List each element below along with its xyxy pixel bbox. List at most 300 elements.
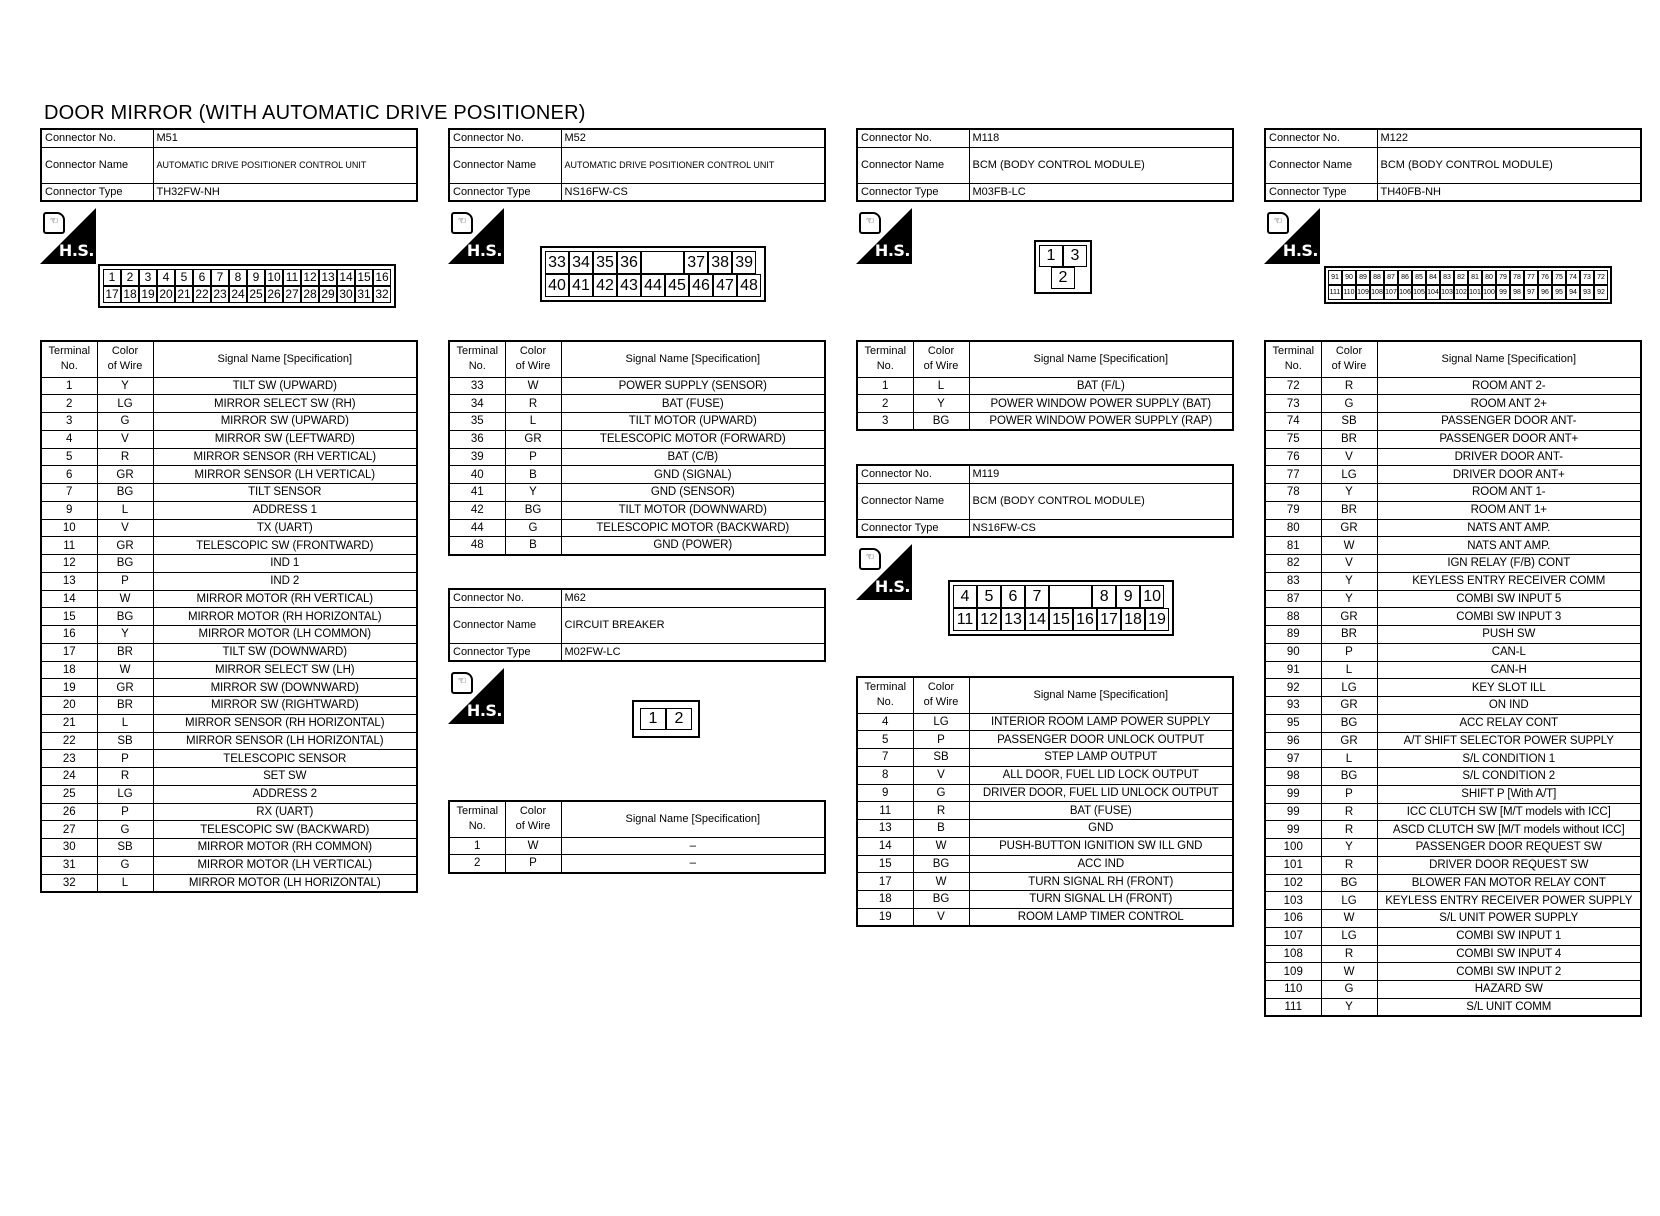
signal-name-cell: POWER SUPPLY (SENSOR) <box>561 377 825 395</box>
table-row <box>1265 963 1641 981</box>
signal-name-cell: SET SW <box>153 768 417 786</box>
connector-pin: 2 <box>666 708 692 730</box>
wire-color-cell: BG <box>913 855 969 873</box>
signal-name-cell: GND (SENSOR) <box>561 484 825 502</box>
signal-name-cell: POWER WINDOW POWER SUPPLY (RAP) <box>969 413 1233 431</box>
signal-name-cell: HAZARD SW <box>1377 981 1641 999</box>
signal-name-cell: BAT (F/L) <box>969 377 1233 395</box>
pin-table-m62 <box>448 800 826 874</box>
wire-color-cell: LG <box>1321 466 1377 484</box>
terminal-cell: 109 <box>1265 963 1321 981</box>
wire-color-cell: L <box>1321 750 1377 768</box>
wire-color-cell: G <box>913 784 969 802</box>
signal-name-cell: ACC RELAY CONT <box>1377 714 1641 732</box>
connector-pin: 78 <box>1510 270 1524 285</box>
connector-key <box>1049 585 1092 608</box>
table-row <box>41 874 417 892</box>
connector-pin: 10 <box>265 269 283 286</box>
wire-color-cell: W <box>1321 537 1377 555</box>
connector-pin: 10 <box>1140 585 1164 608</box>
signal-name-cell: ACC IND <box>969 855 1233 873</box>
signal-name-cell: PUSH SW <box>1377 626 1641 644</box>
connector-pin: 38 <box>708 251 732 274</box>
table-row <box>1265 413 1641 431</box>
terminal-cell: 107 <box>1265 927 1321 945</box>
color-header: Color of Wire <box>505 341 561 377</box>
table-row <box>41 395 417 413</box>
terminal-cell: 18 <box>857 891 913 909</box>
connector-pin: 5 <box>977 585 1001 608</box>
signal-name-cell: PASSENGER DOOR ANT+ <box>1377 430 1641 448</box>
connector-pin: 101 <box>1468 285 1482 300</box>
signal-name-cell: MIRROR MOTOR (RH COMMON) <box>153 839 417 857</box>
table-row <box>1265 484 1641 502</box>
table-row <box>41 448 417 466</box>
terminal-cell: 31 <box>41 856 97 874</box>
signal-header: Signal Name [Specification] <box>561 341 825 377</box>
connector-pin: 48 <box>737 274 761 297</box>
table-row <box>41 643 417 661</box>
wire-color-cell: SB <box>97 839 153 857</box>
connector-face-m118 <box>1034 240 1092 294</box>
hs-label: H.S. <box>1282 241 1318 260</box>
table-row <box>857 820 1233 838</box>
terminal-cell: 101 <box>1265 856 1321 874</box>
table-row <box>41 803 417 821</box>
table-row <box>857 413 1233 431</box>
connector-pin: 15 <box>1049 608 1073 631</box>
wire-color-cell: W <box>97 661 153 679</box>
connector-info-m119 <box>856 464 1234 538</box>
connector-pin: 36 <box>617 251 641 274</box>
terminal-cell: 79 <box>1265 501 1321 519</box>
connector-type-label: Connector Type <box>449 183 561 201</box>
table-row <box>41 768 417 786</box>
connector-pin: 29 <box>319 286 337 303</box>
connector-no-value: M52 <box>561 129 825 147</box>
terminal-cell: 76 <box>1265 448 1321 466</box>
signal-name-cell: TELESCOPIC SW (FRONTWARD) <box>153 537 417 555</box>
connector-pin: 98 <box>1510 285 1524 300</box>
signal-name-cell: STEP LAMP OUTPUT <box>969 749 1233 767</box>
table-row <box>857 784 1233 802</box>
connector-pin: 41 <box>569 274 593 297</box>
wire-color-cell: BR <box>1321 626 1377 644</box>
wire-color-cell: GR <box>97 537 153 555</box>
terminal-cell: 4 <box>41 430 97 448</box>
connector-face-m119 <box>948 580 1174 636</box>
wire-color-cell: P <box>505 855 561 873</box>
connector-pin: 93 <box>1580 285 1594 300</box>
connector-name-label: Connector Name <box>41 147 153 183</box>
wire-color-cell: GR <box>1321 608 1377 626</box>
harness-side-icon <box>40 208 96 264</box>
connector-pin: 7 <box>211 269 229 286</box>
wire-color-cell: Y <box>913 395 969 413</box>
connector-pin: 17 <box>1097 608 1121 631</box>
connector-pin: 27 <box>283 286 301 303</box>
signal-name-cell: TURN SIGNAL LH (FRONT) <box>969 891 1233 909</box>
terminal-cell: 11 <box>857 802 913 820</box>
signal-name-cell: MIRROR SW (LEFTWARD) <box>153 430 417 448</box>
signal-name-cell: IGN RELAY (F/B) CONT <box>1377 555 1641 573</box>
connector-pin: 24 <box>229 286 247 303</box>
terminal-cell: 4 <box>857 713 913 731</box>
wire-color-cell: R <box>1321 821 1377 839</box>
table-row <box>41 555 417 573</box>
connector-pin: 97 <box>1524 285 1538 300</box>
connector-face-m62 <box>632 700 700 738</box>
signal-name-cell: TELESCOPIC SW (BACKWARD) <box>153 821 417 839</box>
connector-pin: 9 <box>247 269 265 286</box>
table-row <box>41 501 417 519</box>
signal-name-cell: DRIVER DOOR, FUEL LID UNLOCK OUTPUT <box>969 784 1233 802</box>
connector-pin: 1 <box>640 708 666 730</box>
connector-pin: 75 <box>1552 270 1566 285</box>
wire-color-cell: R <box>1321 945 1377 963</box>
connector-name-value: AUTOMATIC DRIVE POSITIONER CONTROL UNIT <box>561 147 825 183</box>
signal-name-cell: COMBI SW INPUT 4 <box>1377 945 1641 963</box>
connector-name-value: BCM (BODY CONTROL MODULE) <box>969 147 1233 183</box>
signal-name-cell: ROOM ANT 2- <box>1377 377 1641 395</box>
connector-pin: 95 <box>1552 285 1566 300</box>
table-row <box>1265 910 1641 928</box>
terminal-cell: 99 <box>1265 821 1321 839</box>
wire-color-cell: W <box>913 873 969 891</box>
connector-name-label: Connector Name <box>857 147 969 183</box>
table-row <box>1265 466 1641 484</box>
signal-name-cell: MIRROR MOTOR (RH VERTICAL) <box>153 590 417 608</box>
wire-color-cell: V <box>1321 448 1377 466</box>
connector-pin: 100 <box>1482 285 1496 300</box>
signal-name-cell: BAT (C/B) <box>561 448 825 466</box>
pin-table <box>40 340 418 893</box>
terminal-cell: 1 <box>857 377 913 395</box>
connector-pin: 8 <box>229 269 247 286</box>
wire-color-cell: Y <box>1321 590 1377 608</box>
terminal-cell: 15 <box>41 608 97 626</box>
hand-icon: ☜ <box>1267 212 1289 234</box>
terminal-header: Terminal No. <box>1265 341 1321 377</box>
table-row <box>1265 892 1641 910</box>
connector-no-label: Connector No. <box>41 129 153 147</box>
terminal-cell: 35 <box>449 413 505 431</box>
connector-pin: 94 <box>1566 285 1580 300</box>
wire-color-cell: BG <box>1321 714 1377 732</box>
wire-color-cell: BR <box>97 643 153 661</box>
connector-pin: 76 <box>1538 270 1552 285</box>
terminal-cell: 21 <box>41 714 97 732</box>
color-header: Color of Wire <box>505 801 561 837</box>
color-header: Color of Wire <box>97 341 153 377</box>
wire-color-cell: BR <box>97 697 153 715</box>
connector-pin: 35 <box>593 251 617 274</box>
signal-header: Signal Name [Specification] <box>153 341 417 377</box>
connector-pin: 82 <box>1454 270 1468 285</box>
connector-type-value: TH40FB-NH <box>1377 183 1641 201</box>
connector-pin: 72 <box>1594 270 1608 285</box>
wire-color-cell: V <box>913 766 969 784</box>
wire-color-cell: V <box>97 519 153 537</box>
connector-pin: 108 <box>1370 285 1384 300</box>
table-row <box>1265 661 1641 679</box>
terminal-cell: 99 <box>1265 785 1321 803</box>
connector-pin: 7 <box>1025 585 1049 608</box>
terminal-cell: 9 <box>857 784 913 802</box>
terminal-cell: 82 <box>1265 555 1321 573</box>
wire-color-cell: B <box>913 820 969 838</box>
wire-color-cell: L <box>913 377 969 395</box>
connector-pin: 11 <box>953 608 977 631</box>
terminal-cell: 93 <box>1265 697 1321 715</box>
table-row <box>1265 750 1641 768</box>
connector-pin: 104 <box>1426 285 1440 300</box>
connector-name-value: AUTOMATIC DRIVE POSITIONER CONTROL UNIT <box>153 147 417 183</box>
connector-pin: 18 <box>1121 608 1145 631</box>
signal-name-cell: TELESCOPIC MOTOR (FORWARD) <box>561 430 825 448</box>
signal-name-cell: COMBI SW INPUT 1 <box>1377 927 1641 945</box>
terminal-cell: 92 <box>1265 679 1321 697</box>
connector-pin: 102 <box>1454 285 1468 300</box>
pin-table <box>856 676 1234 927</box>
table-row <box>1265 874 1641 892</box>
table-row <box>41 697 417 715</box>
signal-name-cell: CAN-L <box>1377 643 1641 661</box>
pin-table <box>1264 340 1642 1017</box>
hand-icon: ☜ <box>451 212 473 234</box>
connector-pin: 8 <box>1092 585 1116 608</box>
pin-table <box>448 340 826 556</box>
table-row <box>41 430 417 448</box>
terminal-cell: 10 <box>41 519 97 537</box>
terminal-cell: 18 <box>41 661 97 679</box>
connector-type-label: Connector Type <box>41 183 153 201</box>
terminal-cell: 8 <box>857 766 913 784</box>
signal-name-cell: ICC CLUTCH SW [M/T models with ICC] <box>1377 803 1641 821</box>
connector-pin: 28 <box>301 286 319 303</box>
table-row <box>449 448 825 466</box>
harness-side-icon <box>856 544 912 600</box>
wire-color-cell: SB <box>97 732 153 750</box>
connector-pin: 2 <box>121 269 139 286</box>
table-row <box>41 519 417 537</box>
table-row <box>41 821 417 839</box>
signal-name-cell: NATS ANT AMP. <box>1377 519 1641 537</box>
connector-no-label: Connector No. <box>449 589 561 607</box>
table-row <box>1265 501 1641 519</box>
wire-color-cell: LG <box>1321 679 1377 697</box>
signal-name-cell: PUSH-BUTTON IGNITION SW ILL GND <box>969 837 1233 855</box>
terminal-cell: 24 <box>41 768 97 786</box>
wire-color-cell: GR <box>1321 519 1377 537</box>
wire-color-cell: G <box>505 519 561 537</box>
wire-color-cell: BR <box>1321 501 1377 519</box>
connector-pin: 79 <box>1496 270 1510 285</box>
connector-pin: 25 <box>247 286 265 303</box>
wire-color-cell: R <box>1321 856 1377 874</box>
wire-color-cell: G <box>97 856 153 874</box>
wire-color-cell: R <box>1321 377 1377 395</box>
connector-pin: 1 <box>1039 245 1063 267</box>
wire-color-cell: BG <box>97 608 153 626</box>
wire-color-cell: V <box>913 908 969 926</box>
connector-face-m52 <box>540 246 766 302</box>
wire-color-cell: L <box>1321 661 1377 679</box>
wire-color-cell: L <box>97 874 153 892</box>
signal-header: Signal Name [Specification] <box>969 341 1233 377</box>
table-row <box>1265 714 1641 732</box>
connector-no-label: Connector No. <box>857 129 969 147</box>
table-row <box>1265 555 1641 573</box>
signal-name-cell: DRIVER DOOR ANT+ <box>1377 466 1641 484</box>
connector-pin: 85 <box>1412 270 1426 285</box>
signal-name-cell: A/T SHIFT SELECTOR POWER SUPPLY <box>1377 732 1641 750</box>
connector-pin: 96 <box>1538 285 1552 300</box>
terminal-cell: 40 <box>449 466 505 484</box>
wire-color-cell: BR <box>1321 430 1377 448</box>
signal-name-cell: ROOM ANT 2+ <box>1377 395 1641 413</box>
terminal-cell: 16 <box>41 626 97 644</box>
terminal-cell: 77 <box>1265 466 1321 484</box>
connector-type-label: Connector Type <box>449 643 561 661</box>
signal-name-cell: KEY SLOT ILL <box>1377 679 1641 697</box>
terminal-cell: 6 <box>41 466 97 484</box>
connector-type-value: NS16FW-CS <box>969 519 1233 537</box>
terminal-cell: 44 <box>449 519 505 537</box>
wire-color-cell: Y <box>1321 839 1377 857</box>
connector-pin: 34 <box>569 251 593 274</box>
wire-color-cell: P <box>97 572 153 590</box>
connector-info-m51 <box>40 128 418 202</box>
signal-name-cell: ADDRESS 2 <box>153 785 417 803</box>
terminal-cell: 33 <box>449 377 505 395</box>
table-row <box>41 537 417 555</box>
connector-pin: 109 <box>1356 285 1370 300</box>
signal-name-cell: MIRROR SENSOR (RH VERTICAL) <box>153 448 417 466</box>
connector-pin: 19 <box>139 286 157 303</box>
signal-name-cell: S/L CONDITION 2 <box>1377 768 1641 786</box>
connector-info-m62 <box>448 588 826 662</box>
table-row <box>857 395 1233 413</box>
wire-color-cell: BG <box>1321 874 1377 892</box>
signal-name-cell: IND 2 <box>153 572 417 590</box>
wire-color-cell: R <box>913 802 969 820</box>
signal-name-cell: GND (SIGNAL) <box>561 466 825 484</box>
signal-name-cell: MIRROR MOTOR (RH HORIZONTAL) <box>153 608 417 626</box>
connector-pin: 33 <box>545 251 569 274</box>
connector-pin: 45 <box>665 274 689 297</box>
wire-color-cell: W <box>913 837 969 855</box>
terminal-cell: 83 <box>1265 572 1321 590</box>
terminal-cell: 3 <box>857 413 913 431</box>
connector-pin: 2 <box>1051 267 1075 289</box>
table-row <box>449 501 825 519</box>
table-row <box>41 572 417 590</box>
terminal-cell: 9 <box>41 501 97 519</box>
terminal-cell: 89 <box>1265 626 1321 644</box>
wire-color-cell: W <box>1321 910 1377 928</box>
connector-info-table <box>40 128 418 202</box>
wire-color-cell: GR <box>505 430 561 448</box>
terminal-cell: 3 <box>41 413 97 431</box>
wire-color-cell: L <box>97 501 153 519</box>
wire-color-cell: Y <box>97 626 153 644</box>
table-row <box>1265 839 1641 857</box>
terminal-cell: 91 <box>1265 661 1321 679</box>
connector-info-table <box>1264 128 1642 202</box>
hand-icon: ☜ <box>859 548 881 570</box>
terminal-cell: 75 <box>1265 430 1321 448</box>
wire-color-cell: W <box>97 590 153 608</box>
table-row <box>1265 768 1641 786</box>
connector-pin: 15 <box>355 269 373 286</box>
terminal-cell: 5 <box>857 731 913 749</box>
table-row <box>857 837 1233 855</box>
hand-icon: ☜ <box>859 212 881 234</box>
table-row <box>1265 697 1641 715</box>
signal-name-cell: PASSENGER DOOR ANT- <box>1377 413 1641 431</box>
wire-color-cell: Y <box>1321 998 1377 1016</box>
terminal-cell: 12 <box>41 555 97 573</box>
color-header: Color of Wire <box>913 677 969 713</box>
table-row <box>449 377 825 395</box>
table-row <box>1265 643 1641 661</box>
table-row <box>41 413 417 431</box>
connector-pin: 84 <box>1426 270 1440 285</box>
connector-pin: 20 <box>157 286 175 303</box>
signal-name-cell: TX (UART) <box>153 519 417 537</box>
wire-color-cell: LG <box>97 395 153 413</box>
wire-color-cell: P <box>97 803 153 821</box>
table-row <box>41 856 417 874</box>
connector-pin: 4 <box>157 269 175 286</box>
connector-pin: 16 <box>373 269 391 286</box>
signal-name-cell: MIRROR SELECT SW (RH) <box>153 395 417 413</box>
connector-pin: 23 <box>211 286 229 303</box>
terminal-cell: 87 <box>1265 590 1321 608</box>
signal-name-cell: GND <box>969 820 1233 838</box>
table-row <box>449 430 825 448</box>
connector-no-value: M118 <box>969 129 1233 147</box>
terminal-cell: 5 <box>41 448 97 466</box>
wire-color-cell: P <box>97 750 153 768</box>
signal-name-cell: DRIVER DOOR ANT- <box>1377 448 1641 466</box>
signal-name-cell: CAN-H <box>1377 661 1641 679</box>
connector-type-label: Connector Type <box>857 183 969 201</box>
connector-pin: 74 <box>1566 270 1580 285</box>
table-row <box>1265 519 1641 537</box>
table-row <box>1265 572 1641 590</box>
page-title: DOOR MIRROR (WITH AUTOMATIC DRIVE POSITIONER) <box>44 102 586 124</box>
table-row <box>449 466 825 484</box>
terminal-cell: 26 <box>41 803 97 821</box>
table-row <box>41 785 417 803</box>
connector-pin: 21 <box>175 286 193 303</box>
table-row <box>41 732 417 750</box>
connector-no-value: M122 <box>1377 129 1641 147</box>
terminal-cell: 32 <box>41 874 97 892</box>
terminal-cell: 19 <box>857 908 913 926</box>
terminal-header: Terminal No. <box>857 341 913 377</box>
wire-color-cell: G <box>97 413 153 431</box>
connector-name-value: CIRCUIT BREAKER <box>561 607 825 643</box>
terminal-cell: 11 <box>41 537 97 555</box>
table-row <box>41 590 417 608</box>
table-row <box>449 855 825 873</box>
hand-icon: ☜ <box>451 672 473 694</box>
table-row <box>1265 803 1641 821</box>
signal-name-cell: MIRROR SENSOR (RH HORIZONTAL) <box>153 714 417 732</box>
